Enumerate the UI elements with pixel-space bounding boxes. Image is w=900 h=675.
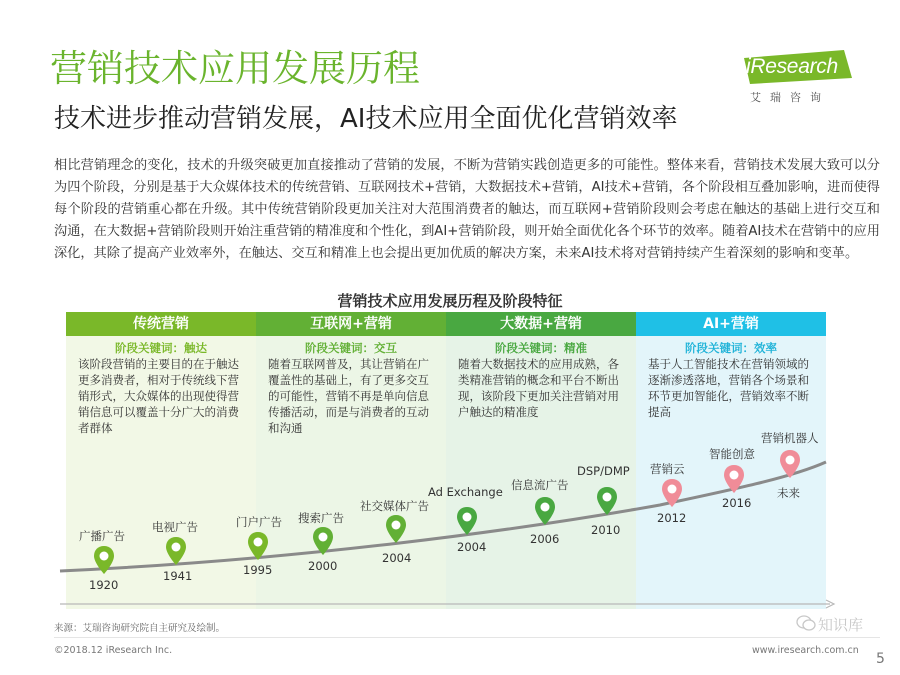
stage-header: 传统营销: [66, 312, 256, 336]
location-pin-icon: [723, 464, 745, 494]
milestone-label: 信息流广告: [511, 478, 569, 492]
intro-paragraph: 相比营销理念的变化，技术的升级突破更加直接推动了营销的发展，不断为营销实践创造更多的可能性。整体来看，营销技术发展大致可以分为四个阶段，分别是基于大众媒体技术的传统营销、互联网技术+营销，大数据技术+营销，AI技术+营销，各个阶段相互叠加影响，进而使得每个阶段的营销重心都在升级。其中传统营销阶段更加关注对大范围消费者的触达，而互联网+营销阶段则会考虑在触达的基础上进行交互和沟通，在大数据+营销阶段则开始注重营销的精准度和个性化，到AI+营销阶段，则开始全面优化各个环节的效率。随着AI技术在营销中的应用深化，其除了提高产业效率外，在触达、交互和精准上也会提出更加优质的解决方案，未来AI技术将对营销持续产生着深刻的影响和变革。: [54, 158, 880, 261]
location-pin-icon: [247, 531, 269, 561]
source-note: 来源：艾瑞咨询研究院自主研究及绘制。: [54, 623, 226, 634]
location-pin-icon: [779, 449, 801, 479]
location-pin-icon: [534, 496, 556, 526]
milestone-label: 智能创意: [709, 447, 755, 461]
milestone-year: 2016: [722, 496, 752, 510]
location-pin-icon: [456, 506, 478, 536]
stage-header: 大数据+营销: [446, 312, 636, 336]
milestone-label: Ad Exchange: [428, 485, 503, 499]
stage-keyword: 阶段关键词：触达: [115, 341, 207, 355]
stage-description: 随着互联网普及，其让营销在广覆盖性的基础上，有了更多交互的可能性，营销不再是单向信息传播活动，而是与消费者的互动和沟通: [268, 357, 429, 435]
milestone-year: 1995: [243, 563, 273, 577]
stage-keyword: 阶段关键词：效率: [685, 341, 777, 355]
chart-title: 营销技术应用发展历程及阶段特征: [337, 292, 563, 310]
milestone-label: DSP/DMP: [577, 464, 630, 478]
footer-divider: [54, 637, 880, 638]
page-number: 5: [876, 651, 885, 667]
milestone-year: 2000: [308, 559, 338, 573]
milestone-year: 1941: [163, 569, 193, 583]
wechat-icon: [796, 614, 816, 632]
location-pin-icon: [385, 514, 407, 544]
stage-description: 该阶段营销的主要目的在于触达更多消费者，相对于传统线下营销形式，大众媒体的出现使得营销信息可以覆盖十分广大的消费者群体: [78, 357, 239, 435]
milestone-year: 2004: [382, 551, 412, 565]
milestone-label: 营销云: [650, 462, 685, 476]
stage-header: AI+营销: [636, 312, 826, 336]
milestone-year: 2006: [530, 532, 560, 546]
milestone-label: 电视广告: [152, 520, 198, 534]
website-link[interactable]: www.iresearch.com.cn: [752, 645, 859, 656]
stage-description: 基于人工智能技术在营销领域的逐渐渗透落地，营销各个场景和环节更加智能化，营销效率不断提高: [648, 357, 809, 419]
location-pin-icon: [312, 526, 334, 556]
stage-header: 互联网+营销: [256, 312, 446, 336]
milestone-label: 营销机器人: [761, 431, 819, 445]
copyright: ©2018.12 iResearch Inc.: [54, 645, 173, 656]
stage-keyword: 阶段关键词：精准: [495, 341, 587, 355]
milestone-year: 2010: [591, 523, 621, 537]
milestone-year: 1920: [89, 578, 119, 592]
stage-description: 随着大数据技术的应用成熟，各类精准营销的概念和平台不断出现，该阶段下更加关注营销对用户触达的精准度: [458, 357, 619, 419]
page-subtitle: 技术进步推动营销发展，AI技术应用全面优化营销效率: [54, 104, 678, 134]
logo-brand-cn: 艾瑞咨询: [750, 91, 830, 104]
milestone-year: 2012: [657, 511, 687, 525]
location-pin-icon: [596, 486, 618, 516]
location-pin-icon: [661, 478, 683, 508]
milestone-label: 社交媒体广告: [360, 499, 429, 513]
milestone-label: 门户广告: [236, 515, 282, 529]
logo-brand: iResearch: [746, 55, 838, 78]
page-title: 营销技术应用发展历程: [50, 47, 420, 90]
location-pin-icon: [165, 536, 187, 566]
location-pin-icon: [93, 545, 115, 575]
stage-keyword: 阶段关键词：交互: [305, 341, 397, 355]
milestone-label: 广播广告: [79, 529, 125, 543]
milestone-label: 搜索广告: [298, 511, 344, 525]
milestone-year: 2004: [457, 540, 487, 554]
watermark: 知识库: [818, 616, 864, 634]
milestone-year: 未来: [777, 486, 800, 500]
